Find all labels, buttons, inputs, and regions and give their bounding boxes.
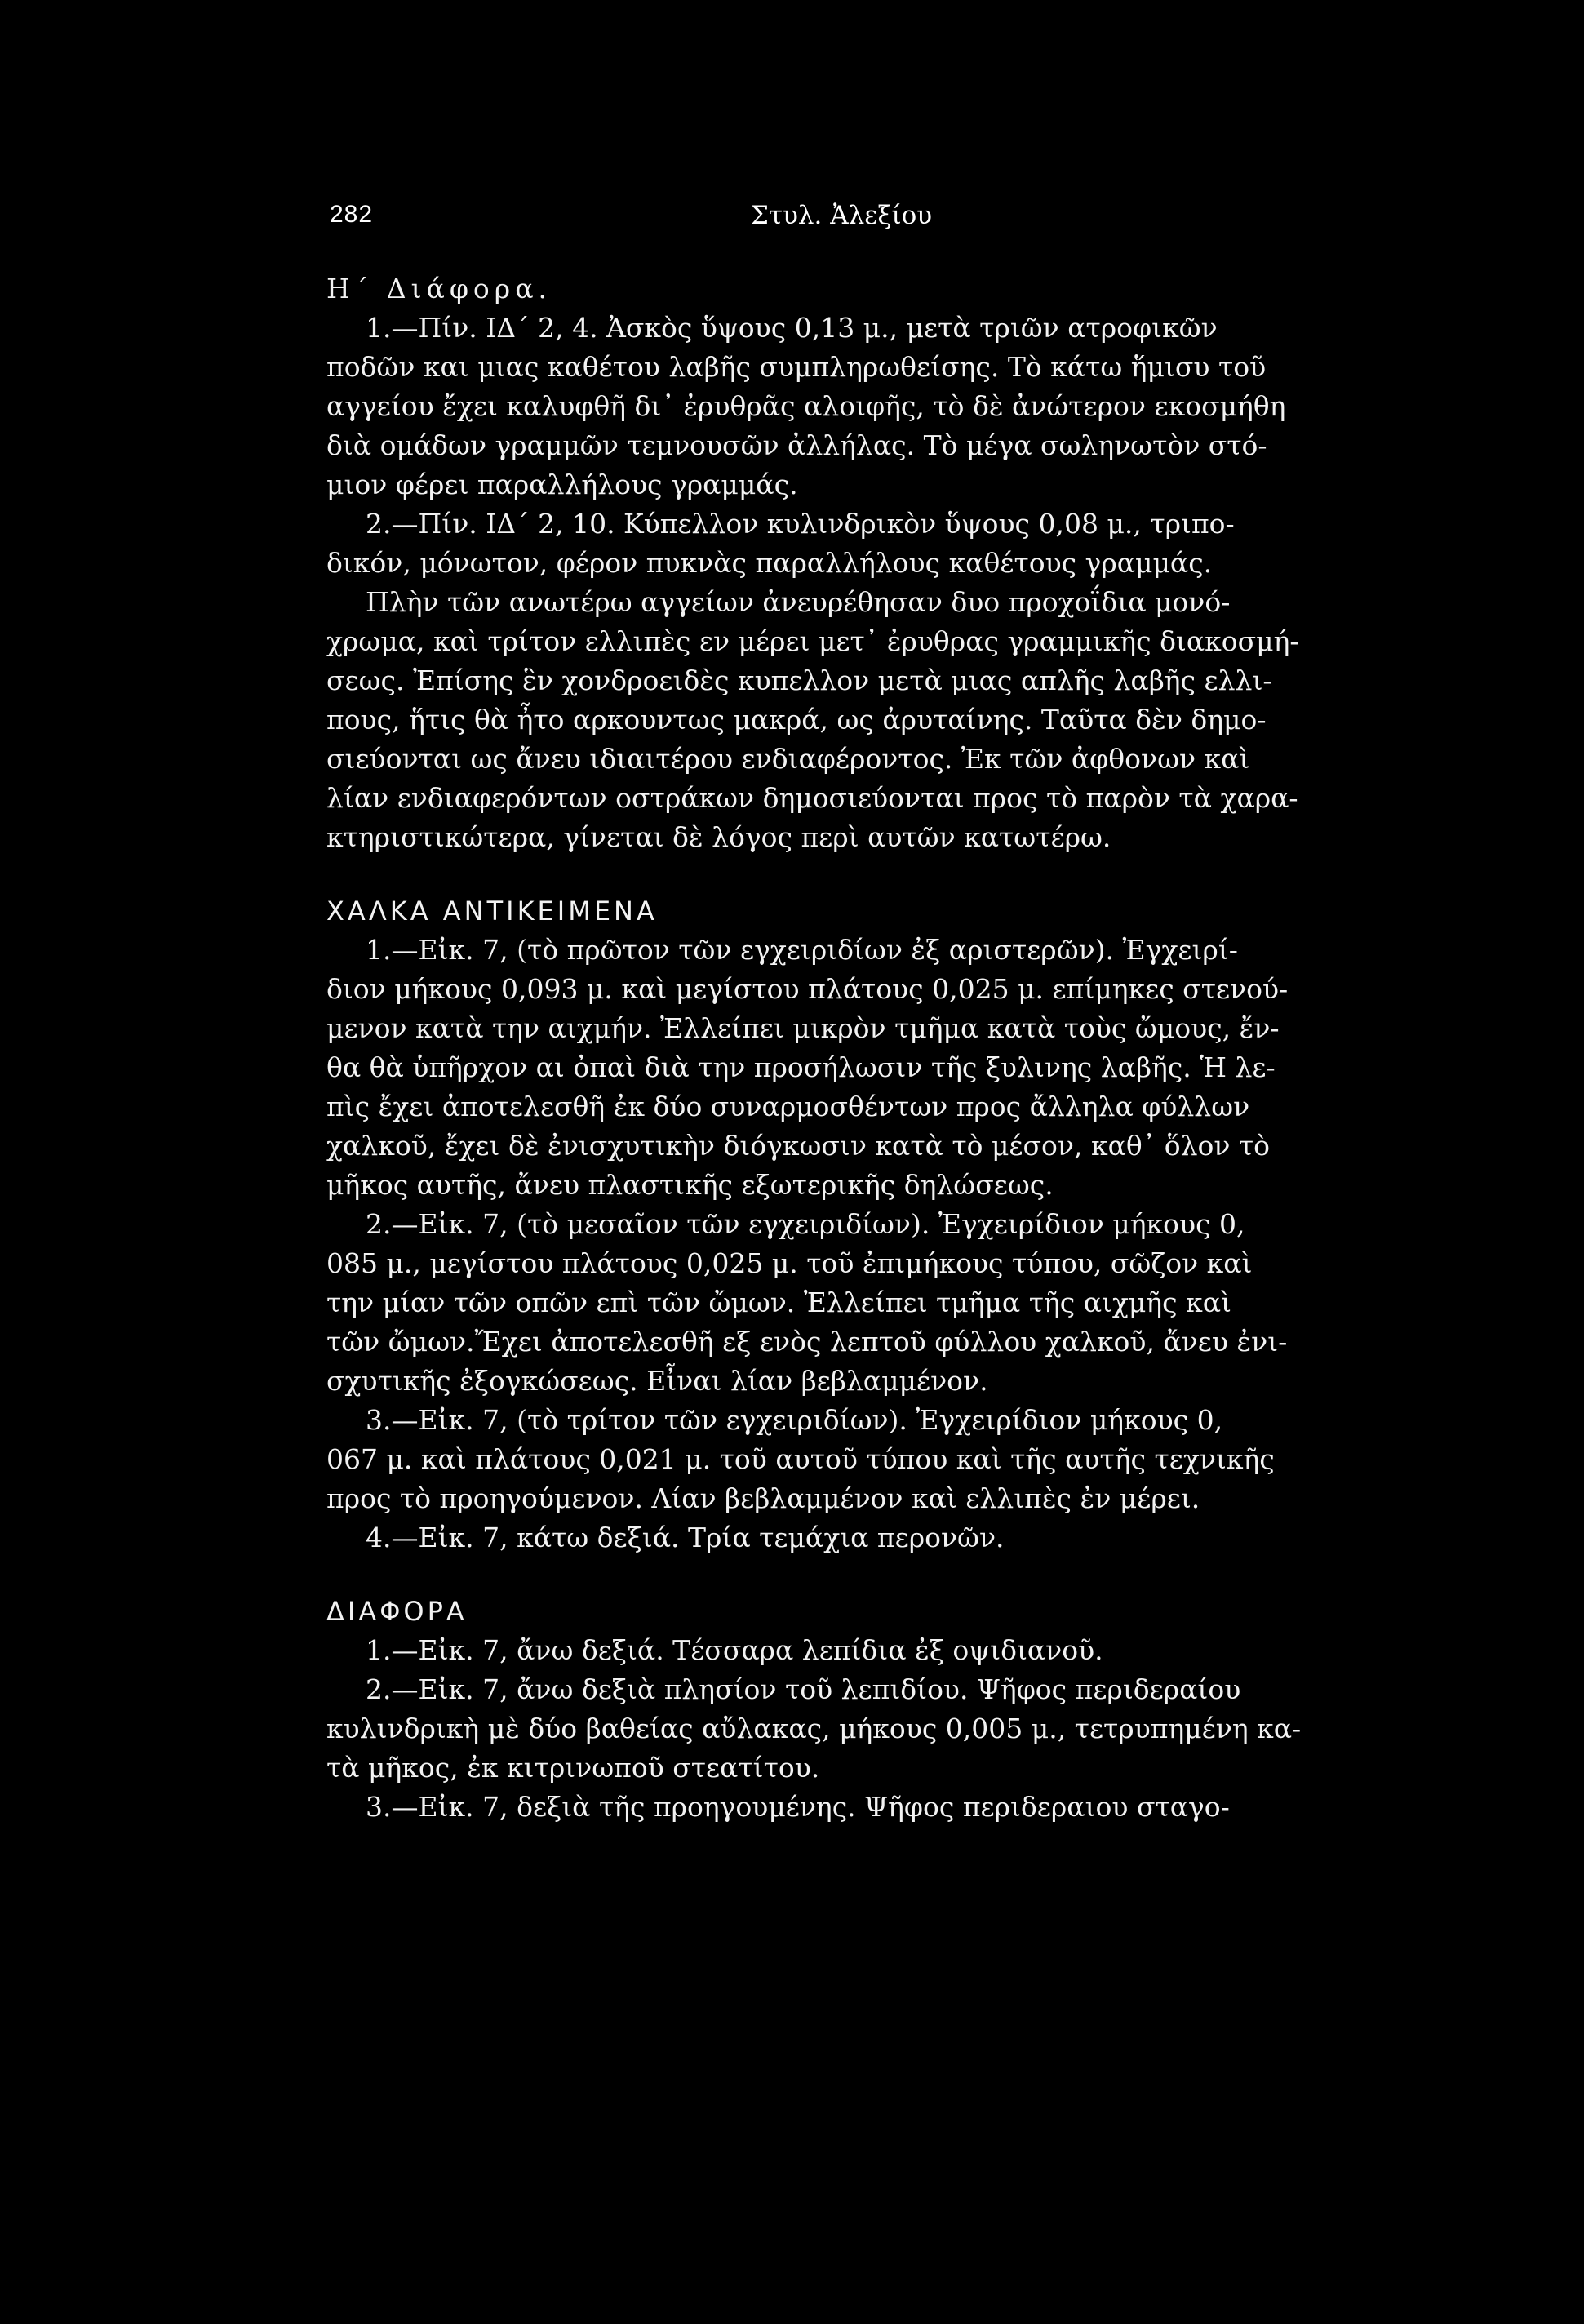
paragraph-line: χαλκοῦ, ἔχει δὲ ἐνισχυτικὴν διόγκωσιν κατὰ τὸ μέσον, καθ᾽ ὅλον τὸ <box>326 1130 1271 1162</box>
paragraph-line: χρωμα, καὶ τρίτον ελλιπὲς εν μέρει μετ᾽ ἐρυθρας γραμμικῆς διακοσμή- <box>326 625 1299 657</box>
section-title-bronze-objects: ΧΑΛΚΑ ΑΝΤΙΚΕΙΜΕΝΑ <box>326 895 658 926</box>
running-head: Στυλ. Ἀλεξίου <box>751 201 933 230</box>
paragraph-line: κτηριστικώτερα, γίνεται δὲ λόγος περὶ αυτῶν κατωτέρω. <box>326 821 1111 853</box>
section-title-misc: ΔΙΑΦΟΡΑ <box>326 1596 468 1627</box>
paragraph-line: τὰ μῆκος, ἐκ κιτρινωποῦ στεατίτου. <box>326 1752 820 1784</box>
paragraph-line: σεως. Ἐπίσης ἓν χονδροειδὲς κυπελλον μετὰ μιας απλῆς λαβῆς ελλι- <box>326 664 1272 696</box>
paragraph-line: μενον κατὰ την αιχμήν. Ἐλλείπει μικρὸν τμῆμα κατὰ τοὺς ὤμους, ἔν- <box>326 1012 1280 1044</box>
page-number: 282 <box>330 201 374 228</box>
paragraph-line: 1.—Εἰκ. 7, ἄνω δεξιά. Τέσσαρα λεπίδια ἐξ οψιδιανοῦ. <box>366 1634 1103 1666</box>
body-text <box>326 269 1302 1827</box>
paragraph-line: πους, ἥτις θὰ ἦτο αρκουντως μακρά, ως ἀρυταίνης. Ταῦτα δὲν δημο- <box>326 704 1267 735</box>
paragraph-line: διὰ ομάδων γραμμῶν τεμνουσῶν ἀλλήλας. Τὸ μέγα σωληνωτὸν στό- <box>326 429 1267 461</box>
paragraph-line: αγγείου ἔχει καλυφθῆ δι᾽ ἐρυθρᾶς αλοιφῆς, τὸ δὲ ἀνώτερον εκοσμήθη <box>326 390 1286 422</box>
paragraph-line: την μίαν τῶν οπῶν επὶ τῶν ὤμων. Ἐλλείπει τμῆμα τῆς αιχμῆς καὶ <box>326 1286 1231 1318</box>
paragraph-line: Πλὴν τῶν ανωτέρω αγγείων ἀνευρέθησαν δυο προχοΐδια μονό- <box>366 586 1231 618</box>
paragraph-line: διον μήκους 0,093 μ. καὶ μεγίστου πλάτους 0,025 μ. επίμηκες στενού- <box>326 973 1289 1005</box>
paragraph-line: δικόν, μόνωτον, φέρον πυκνὰς παραλλήλους καθέτους γραμμάς. <box>326 547 1213 579</box>
section-title-diafora-h: Η΄ Διάφορα. <box>326 273 552 304</box>
paragraph-line: 2.—Εἰκ. 7, ἄνω δεξιὰ πλησίον τοῦ λεπιδίου. Ψῆφος περιδεραίου <box>366 1673 1241 1705</box>
paragraph-line: μῆκος αυτῆς, ἄνευ πλαστικῆς εξωτερικῆς δηλώσεως. <box>326 1169 1054 1201</box>
paragraph-line: κυλινδρικὴ μὲ δύο βαθείας αὔλακας, μήκους 0,005 μ., τετρυπημένη κα- <box>326 1713 1302 1744</box>
paragraph-line: λίαν ενδιαφερόντων οστράκων δημοσιεύονται προς τὸ παρὸν τὰ χαρα- <box>326 782 1298 814</box>
paragraph-line: 1.—Εἰκ. 7, (τὸ πρῶτον τῶν εγχειριδίων ἐξ αριστερῶν). Ἐγχειρί- <box>366 934 1238 966</box>
paragraph-line: σιεύονται ως ἄνευ ιδιαιτέρου ενδιαφέροντος. Ἐκ τῶν ἀφθονων καὶ <box>326 743 1250 775</box>
page-header <box>326 189 947 238</box>
paragraph-line: τῶν ὤμων.Ἔχει ἀποτελεσθῆ εξ ενὸς λεπτοῦ φύλλου χαλκοῦ, ἄνευ ἐνι- <box>326 1326 1288 1358</box>
paragraph-line: μιον φέρει παραλλήλους γραμμάς. <box>326 469 798 500</box>
paragraph-line: 067 μ. καὶ πλάτους 0,021 μ. τοῦ αυτοῦ τύπου καὶ τῆς αυτῆς τεχνικῆς <box>326 1443 1275 1475</box>
paragraph-line: 3.—Εἰκ. 7, δεξιὰ τῆς προηγουμένης. Ψῆφος περιδεραιου σταγο- <box>366 1791 1230 1823</box>
paragraph-line: 2.—Εἰκ. 7, (τὸ μεσαῖον τῶν εγχειριδίων). Ἐγχειρίδιον μήκους 0, <box>366 1208 1245 1240</box>
paragraph-line: πὶς ἔχει ἀποτελεσθῆ ἐκ δύο συναρμοσθέντων προς ἄλληλα φύλλων <box>326 1091 1250 1122</box>
paragraph-line: ποδῶν και μιας καθέτου λαβῆς συμπληρωθείσης. Τὸ κάτω ἥμισυ τοῦ <box>326 351 1267 383</box>
paragraph-line: προς τὸ προηγούμενον. Λίαν βεβλαμμένον καὶ ελλιπὲς ἐν μέρει. <box>326 1482 1200 1514</box>
paragraph-line: 2.—Πίν. ΙΔ΄ 2, 10. Κύπελλον κυλινδρικὸν ὕψους 0,08 μ., τριπο- <box>366 508 1235 540</box>
paragraph-line: 1.—Πίν. ΙΔ΄ 2, 4. Ἀσκὸς ὕψους 0,13 μ., μετὰ τριῶν ατροφικῶν <box>366 312 1218 344</box>
paragraph-line: 3.—Εἰκ. 7, (τὸ τρίτον τῶν εγχειριδίων). Ἐγχειρίδιον μήκους 0, <box>366 1404 1223 1436</box>
paragraph-line: 4.—Εἰκ. 7, κάτω δεξιά. Τρία τεμάχια περονῶν. <box>366 1522 1005 1553</box>
paragraph-line: σχυτικῆς ἐξογκώσεως. Εἶναι λίαν βεβλαμμένον. <box>326 1365 988 1397</box>
paragraph-line: θα θὰ ὑπῆρχον αι ὀπαὶ διὰ την προσήλωσιν τῆς ξυλινης λαβῆς. Ἡ λε- <box>326 1051 1276 1083</box>
paragraph-line: 085 μ., μεγίστου πλάτους 0,025 μ. τοῦ ἐπιμήκους τύπου, σῶζον καὶ <box>326 1247 1253 1279</box>
